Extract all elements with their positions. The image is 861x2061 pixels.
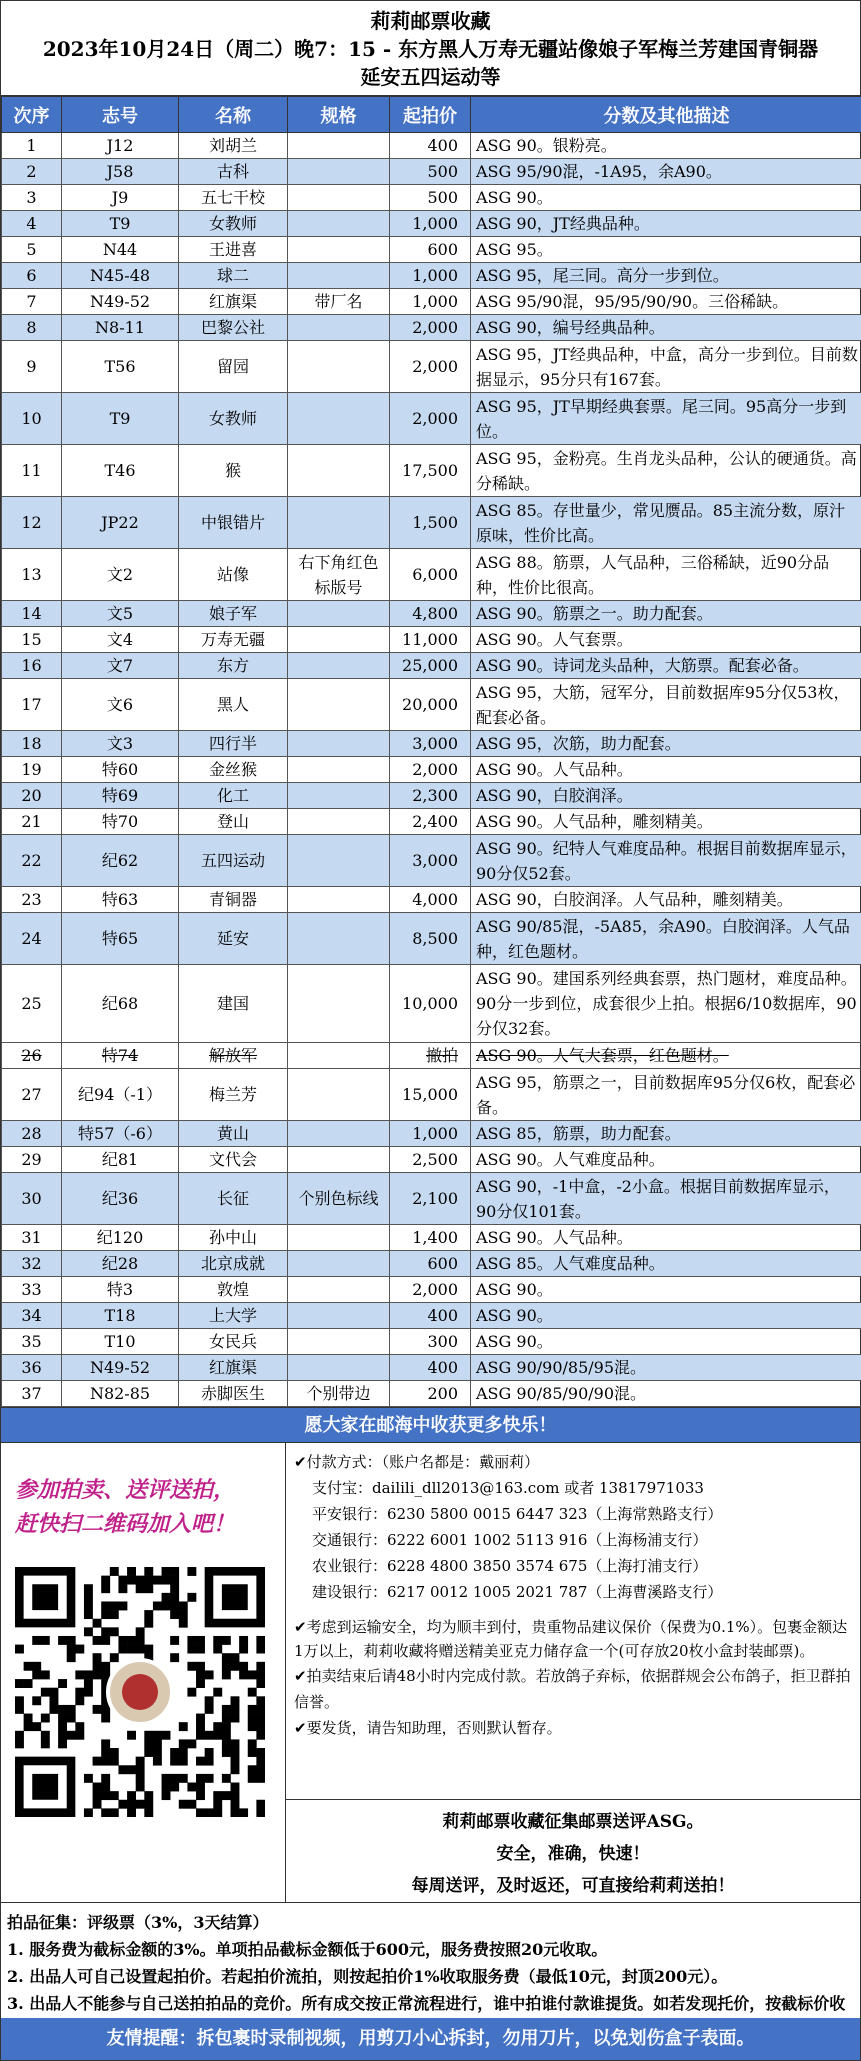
stamp-code: 纪28	[62, 1251, 179, 1277]
stamp-code: 文2	[62, 549, 179, 601]
table-row	[2, 549, 861, 601]
stamp-name: 黑人	[179, 679, 288, 731]
stamp-name: 文代会	[179, 1147, 288, 1173]
stamp-description: ASG 85。人气难度品种。	[471, 1251, 861, 1277]
start-price: 2,000	[390, 757, 471, 783]
table-row	[2, 913, 861, 965]
start-price: 1,000	[390, 211, 471, 237]
lot-number: 29	[2, 1147, 62, 1173]
stamp-name: 上大学	[179, 1303, 288, 1329]
stamp-description: ASG 90。建国系列经典套票，热门题材，难度品种。90分一步到位，成套很少上拍。根据6/10数据库，90分仅32套。	[471, 965, 861, 1043]
stamp-name: 东方	[179, 653, 288, 679]
bank-line: 建设银行：6217 0012 1005 2021 787（上海曹溪路支行）	[312, 1583, 723, 1601]
table-row	[2, 965, 861, 1043]
start-price: 2,500	[390, 1147, 471, 1173]
stamp-code: 纪81	[62, 1147, 179, 1173]
start-price: 1,000	[390, 263, 471, 289]
lot-number: 3	[2, 185, 62, 211]
stamp-name: 刘胡兰	[179, 133, 288, 159]
stamp-code: 文7	[62, 653, 179, 679]
lot-number: 14	[2, 601, 62, 627]
payment-info	[286, 1443, 860, 1800]
stamp-code: 特69	[62, 783, 179, 809]
stamp-code: 文6	[62, 679, 179, 731]
lot-number: 26	[2, 1043, 62, 1069]
table-row	[2, 1381, 861, 1407]
stamp-spec	[288, 783, 390, 809]
stamp-name: 建国	[179, 965, 288, 1043]
auction-title: 2023年10月24日（周二）晚7：15 - 东方黑人万寿无疆站像娘子军梅兰芳建国青铜器	[42, 37, 819, 61]
table-row	[2, 1121, 861, 1147]
lot-number: 9	[2, 341, 62, 393]
stamp-description: ASG 90/85/90/90混。	[471, 1381, 861, 1407]
stamp-spec	[288, 835, 390, 887]
stamp-spec	[288, 1277, 390, 1303]
stamp-name: 梅兰芳	[179, 1069, 288, 1121]
stamp-description: ASG 95，次筋，助力配套。	[471, 731, 861, 757]
col-header-spec: 规格	[288, 97, 390, 133]
rules-title: 拍品征集：评级票（3%，3天结算）	[7, 1913, 269, 1932]
table-row	[2, 887, 861, 913]
stamp-code: T9	[62, 211, 179, 237]
stamp-spec: 个别带边	[288, 1381, 390, 1407]
table-row	[2, 133, 861, 159]
table-row	[2, 1251, 861, 1277]
delivery-note: ✔要发货，请告知助理，否则默认暂存。	[294, 1719, 562, 1737]
stamp-code: T9	[62, 393, 179, 445]
stamp-name: 留园	[179, 341, 288, 393]
lot-number: 25	[2, 965, 62, 1043]
start-price: 6,000	[390, 549, 471, 601]
stamp-code: 特70	[62, 809, 179, 835]
start-price: 10,000	[390, 965, 471, 1043]
start-price: 2,300	[390, 783, 471, 809]
start-price: 4,000	[390, 887, 471, 913]
stamp-name: 敦煌	[179, 1277, 288, 1303]
stamp-spec	[288, 237, 390, 263]
table-row	[2, 237, 861, 263]
stamp-code: 纪120	[62, 1225, 179, 1251]
stamp-code: T18	[62, 1303, 179, 1329]
lot-number: 7	[2, 289, 62, 315]
stamp-code: 文4	[62, 627, 179, 653]
stamp-description: ASG 95，尾三同。高分一步到位。	[471, 263, 861, 289]
table-row	[2, 393, 861, 445]
table-row	[2, 1303, 861, 1329]
start-price: 1,000	[390, 289, 471, 315]
lot-number: 2	[2, 159, 62, 185]
stamp-code: 特65	[62, 913, 179, 965]
promo-line: 安全，准确，快速！	[496, 1844, 650, 1864]
stamp-spec	[288, 1069, 390, 1121]
stamp-description: ASG 95，JT经典品种，中盒，高分一步到位。目前数据显示，95分只有167套。	[471, 341, 861, 393]
stamp-spec	[288, 679, 390, 731]
lot-number: 19	[2, 757, 62, 783]
lot-number: 37	[2, 1381, 62, 1407]
table-row	[2, 1069, 861, 1121]
payment-deadline-note: ✔拍卖结束后请48小时内完成付款。若放鸽子弃标，依据群规会公布鸽子，拒卫群拍信誉。	[294, 1667, 851, 1711]
stamp-spec	[288, 211, 390, 237]
stamp-name: 登山	[179, 809, 288, 835]
lot-number: 32	[2, 1251, 62, 1277]
start-price: 400	[390, 1303, 471, 1329]
col-header-desc: 分数及其他描述	[471, 97, 861, 133]
stamp-description: ASG 90。	[471, 1303, 861, 1329]
qr-code-graphic	[15, 1567, 265, 1817]
table-row	[2, 1147, 861, 1173]
stamp-code: T10	[62, 1329, 179, 1355]
payment-panel	[286, 1443, 860, 1902]
start-price: 500	[390, 185, 471, 211]
lot-number: 17	[2, 679, 62, 731]
lot-number: 21	[2, 809, 62, 835]
stamp-code: 文3	[62, 731, 179, 757]
bank-line: 交通银行：6222 6001 1002 5113 916（上海杨浦支行）	[312, 1531, 708, 1549]
start-price: 撤拍	[390, 1043, 471, 1069]
wish-banner: 愿大家在邮海中收获更多快乐！	[1, 1407, 860, 1443]
table-row	[2, 497, 861, 549]
lot-number: 27	[2, 1069, 62, 1121]
lot-number: 18	[2, 731, 62, 757]
stamp-code: JP22	[62, 497, 179, 549]
stamp-name: 娘子军	[179, 601, 288, 627]
stamp-name: 猴	[179, 445, 288, 497]
col-header-name: 名称	[179, 97, 288, 133]
start-price: 600	[390, 1251, 471, 1277]
stamp-spec	[288, 1147, 390, 1173]
stamp-spec	[288, 965, 390, 1043]
start-price: 2,400	[390, 809, 471, 835]
start-price: 15,000	[390, 1069, 471, 1121]
stamp-description: ASG 88。筋票，人气品种，三俗稀缺，近90分品种，性价比很高。	[471, 549, 861, 601]
stamp-code: 纪94（-1）	[62, 1069, 179, 1121]
lot-number: 22	[2, 835, 62, 887]
lot-number: 11	[2, 445, 62, 497]
stamp-code: N82-85	[62, 1381, 179, 1407]
table-row	[2, 679, 861, 731]
col-header-code: 志号	[62, 97, 179, 133]
stamp-description: ASG 90。人气难度品种。	[471, 1147, 861, 1173]
table-row	[2, 159, 861, 185]
stamp-spec	[288, 887, 390, 913]
lot-table-body	[2, 133, 861, 1407]
stamp-description: ASG 90。	[471, 1329, 861, 1355]
start-price: 400	[390, 133, 471, 159]
stamp-name: 王进喜	[179, 237, 288, 263]
table-header-row	[2, 97, 861, 133]
lot-number: 23	[2, 887, 62, 913]
stamp-name: 赤脚医生	[179, 1381, 288, 1407]
stamp-spec: 右下角红色标版号	[288, 549, 390, 601]
stamp-name: 解放军	[179, 1043, 288, 1069]
stamp-code: 特60	[62, 757, 179, 783]
start-price: 2,000	[390, 393, 471, 445]
stamp-spec	[288, 315, 390, 341]
start-price: 1,000	[390, 1121, 471, 1147]
stamp-name: 四行半	[179, 731, 288, 757]
start-price: 8,500	[390, 913, 471, 965]
stamp-code: N44	[62, 237, 179, 263]
stamp-description: ASG 90，白胶润泽。人气品种，雕刻精美。	[471, 887, 861, 913]
table-row	[2, 1225, 861, 1251]
stamp-name: 化工	[179, 783, 288, 809]
rule-item: 3. 出品人不能参与自己送拍拍品的竞价。所有成交按正常流程进行，谁中拍谁付款谁提货。如若发现托价，按截标价收	[7, 1994, 846, 2013]
alipay-line: 支付宝：dailili_dll2013@163.com 或者 13817971033	[312, 1479, 704, 1497]
stamp-spec	[288, 913, 390, 965]
join-text-2: 赶快扫二维码加入吧！	[15, 1511, 236, 1537]
stamp-name: 孙中山	[179, 1225, 288, 1251]
stamp-spec	[288, 1225, 390, 1251]
stamp-spec	[288, 263, 390, 289]
table-row	[2, 211, 861, 237]
stamp-spec	[288, 1355, 390, 1381]
lot-number: 8	[2, 315, 62, 341]
start-price: 2,000	[390, 341, 471, 393]
stamp-description: ASG 90。纪特人气难度品种。根据目前数据库显示，90分仅52套。	[471, 835, 861, 887]
stamp-spec: 个别色标线	[288, 1173, 390, 1225]
lot-number: 16	[2, 653, 62, 679]
stamp-spec	[288, 757, 390, 783]
lot-number: 5	[2, 237, 62, 263]
stamp-name: 女教师	[179, 393, 288, 445]
stamp-name: 长征	[179, 1173, 288, 1225]
start-price: 3,000	[390, 731, 471, 757]
stamp-spec	[288, 1121, 390, 1147]
join-panel	[1, 1443, 286, 1902]
stamp-description: ASG 90。筋票之一。助力配套。	[471, 601, 861, 627]
auction-subtitle: 延安五四运动等	[360, 65, 501, 89]
stamp-description: ASG 95/90混，95/95/90/90。三俗稀缺。	[471, 289, 861, 315]
title-block	[1, 1, 860, 96]
stamp-code: 特57（-6）	[62, 1121, 179, 1147]
start-price: 25,000	[390, 653, 471, 679]
lot-table	[1, 96, 861, 1407]
stamp-description: ASG 95，大筋，冠军分，目前数据库95分仅53枚，配套必备。	[471, 679, 861, 731]
lot-number: 35	[2, 1329, 62, 1355]
reminder-footer: 友情提醒：拆包裹时录制视频，用剪刀小心拆封，勿用刀片，以免划伤盒子表面。	[1, 2018, 860, 2060]
table-row	[2, 1329, 861, 1355]
stamp-code: J58	[62, 159, 179, 185]
table-row	[2, 315, 861, 341]
start-price: 2,100	[390, 1173, 471, 1225]
rule-item: 1. 服务费为截标金额的3%。单项拍品截标金额低于600元，服务费按照20元收取。	[7, 1940, 608, 1959]
stamp-description: ASG 85。存世量少，常见赝品。85主流分数，原汁原味，性价比高。	[471, 497, 861, 549]
table-row	[2, 809, 861, 835]
start-price: 400	[390, 1355, 471, 1381]
table-row	[2, 445, 861, 497]
lot-number: 24	[2, 913, 62, 965]
lot-number: 12	[2, 497, 62, 549]
table-row	[2, 341, 861, 393]
stamp-description: ASG 90。人气大套票，红色题材。	[471, 1043, 861, 1069]
qr-code-icon[interactable]	[15, 1567, 265, 1817]
lot-number: 13	[2, 549, 62, 601]
lot-number: 28	[2, 1121, 62, 1147]
stamp-code: 纪62	[62, 835, 179, 887]
stamp-name: 北京成就	[179, 1251, 288, 1277]
payment-title: ✔付款方式：（账户名都是：戴丽莉）	[294, 1453, 540, 1471]
promo-line: 每周送评，及时返还，可直接给莉莉送拍！	[411, 1876, 735, 1896]
table-row	[2, 731, 861, 757]
stamp-name: 红旗渠	[179, 1355, 288, 1381]
stamp-name: 红旗渠	[179, 289, 288, 315]
lot-number: 33	[2, 1277, 62, 1303]
lot-number: 31	[2, 1225, 62, 1251]
stamp-description: ASG 90，JT经典品种。	[471, 211, 861, 237]
stamp-code: 纪36	[62, 1173, 179, 1225]
start-price: 11,000	[390, 627, 471, 653]
lot-number: 34	[2, 1303, 62, 1329]
stamp-description: ASG 90。人气品种，雕刻精美。	[471, 809, 861, 835]
table-row	[2, 1043, 861, 1069]
col-header-no: 次序	[2, 97, 62, 133]
stamp-spec	[288, 185, 390, 211]
stamp-description: ASG 90，-1中盒，-2小盒。根据目前数据库显示，90分仅101套。	[471, 1173, 861, 1225]
start-price: 3,000	[390, 835, 471, 887]
stamp-description: ASG 90，白胶润泽。	[471, 783, 861, 809]
table-row	[2, 627, 861, 653]
start-price: 500	[390, 159, 471, 185]
start-price: 2,000	[390, 315, 471, 341]
stamp-spec	[288, 731, 390, 757]
stamp-spec	[288, 497, 390, 549]
lot-number: 6	[2, 263, 62, 289]
stamp-description: ASG 90。	[471, 185, 861, 211]
stamp-name: 五七干校	[179, 185, 288, 211]
promo-line: 莉莉邮票收藏征集邮票送评ASG。	[442, 1812, 704, 1832]
stamp-description: ASG 90。人气品种。	[471, 1225, 861, 1251]
stamp-name: 黄山	[179, 1121, 288, 1147]
rule-item: 2. 出品人可自己设置起拍价。若起拍价流拍，则按起拍价1%收取服务费（最低10元，封顶200元）。	[7, 1967, 728, 1986]
table-row	[2, 783, 861, 809]
start-price: 20,000	[390, 679, 471, 731]
lot-number: 10	[2, 393, 62, 445]
lot-number: 20	[2, 783, 62, 809]
stamp-spec	[288, 1303, 390, 1329]
lot-number: 30	[2, 1173, 62, 1225]
stamp-spec	[288, 601, 390, 627]
stamp-name: 女民兵	[179, 1329, 288, 1355]
table-row	[2, 185, 861, 211]
stamp-code: J12	[62, 133, 179, 159]
start-price: 1,400	[390, 1225, 471, 1251]
stamp-description: ASG 90，编号经典品种。	[471, 315, 861, 341]
bank-line: 平安银行：6230 5800 0015 6447 323（上海常熟路支行）	[312, 1505, 723, 1523]
stamp-code: 特74	[62, 1043, 179, 1069]
stamp-spec	[288, 1329, 390, 1355]
stamp-code: N8-11	[62, 315, 179, 341]
stamp-description: ASG 90。人气品种。	[471, 757, 861, 783]
stamp-spec	[288, 1251, 390, 1277]
stamp-name: 金丝猴	[179, 757, 288, 783]
start-price: 1,500	[390, 497, 471, 549]
stamp-description: ASG 90。银粉亮。	[471, 133, 861, 159]
stamp-description: ASG 90/85混，-5A85，余A90。白胶润泽。人气品种，红色题材。	[471, 913, 861, 965]
stamp-spec	[288, 653, 390, 679]
stamp-code: T56	[62, 341, 179, 393]
stamp-name: 女教师	[179, 211, 288, 237]
table-row	[2, 1277, 861, 1303]
stamp-description: ASG 90。	[471, 1277, 861, 1303]
stamp-spec	[288, 627, 390, 653]
stamp-description: ASG 90。诗词龙头品种，大筋票。配套必备。	[471, 653, 861, 679]
lot-number: 36	[2, 1355, 62, 1381]
table-row	[2, 601, 861, 627]
stamp-code: J9	[62, 185, 179, 211]
lot-number: 4	[2, 211, 62, 237]
stamp-description: ASG 95，JT早期经典套票。尾三同。95高分一步到位。	[471, 393, 861, 445]
table-row	[2, 1355, 861, 1381]
lot-number: 15	[2, 627, 62, 653]
stamp-name: 中银错片	[179, 497, 288, 549]
stamp-name: 青铜器	[179, 887, 288, 913]
stamp-spec	[288, 341, 390, 393]
stamp-code: N45-48	[62, 263, 179, 289]
stamp-spec	[288, 445, 390, 497]
start-price: 17,500	[390, 445, 471, 497]
stamp-description: ASG 95，筋票之一，目前数据库95分仅6枚，配套必备。	[471, 1069, 861, 1121]
stamp-name: 球二	[179, 263, 288, 289]
stamp-name: 巴黎公社	[179, 315, 288, 341]
stamp-code: 文5	[62, 601, 179, 627]
start-price: 4,800	[390, 601, 471, 627]
stamp-spec	[288, 809, 390, 835]
table-row	[2, 653, 861, 679]
stamp-name: 五四运动	[179, 835, 288, 887]
table-row	[2, 263, 861, 289]
stamp-name: 站像	[179, 549, 288, 601]
stamp-code: 特63	[62, 887, 179, 913]
table-row	[2, 835, 861, 887]
stamp-description: ASG 95/90混，-1A95，余A90。	[471, 159, 861, 185]
stamp-spec	[288, 159, 390, 185]
start-price: 2,000	[390, 1277, 471, 1303]
bank-line: 农业银行：6228 4800 3850 3574 675（上海打浦支行）	[312, 1557, 708, 1575]
stamp-description: ASG 95。	[471, 237, 861, 263]
stamp-name: 延安	[179, 913, 288, 965]
join-text-1: 参加拍卖、送评送拍，	[15, 1477, 236, 1503]
stamp-description: ASG 95，金粉亮。生肖龙头品种，公认的硬通货。高分稀缺。	[471, 445, 861, 497]
stamp-code: N49-52	[62, 289, 179, 315]
shop-title: 莉莉邮票收藏	[370, 9, 491, 33]
stamp-spec	[288, 133, 390, 159]
start-price: 300	[390, 1329, 471, 1355]
start-price: 200	[390, 1381, 471, 1407]
info-section	[1, 1443, 860, 1903]
col-header-price: 起拍价	[390, 97, 471, 133]
stamp-spec	[288, 1043, 390, 1069]
stamp-spec	[288, 393, 390, 445]
shipping-note: ✔考虑到运输安全，均为顺丰到付，贵重物品建议保价（保费为0.1%）。包裹金额达1万以上，莉莉收藏将赠送精美亚克力储存盒一个(可存放20枚小盒封装邮票)。	[294, 1618, 848, 1660]
stamp-code: 纪68	[62, 965, 179, 1043]
stamp-description: ASG 90/90/85/95混。	[471, 1355, 861, 1381]
stamp-name: 古科	[179, 159, 288, 185]
stamp-description: ASG 85，筋票，助力配套。	[471, 1121, 861, 1147]
stamp-spec: 带厂名	[288, 289, 390, 315]
stamp-code: T46	[62, 445, 179, 497]
lot-number: 1	[2, 133, 62, 159]
stamp-code: 特3	[62, 1277, 179, 1303]
table-row	[2, 757, 861, 783]
table-row	[2, 1173, 861, 1225]
stamp-description: ASG 90。人气套票。	[471, 627, 861, 653]
stamp-name: 万寿无疆	[179, 627, 288, 653]
stamp-code: N49-52	[62, 1355, 179, 1381]
start-price: 600	[390, 237, 471, 263]
promo-block	[286, 1800, 860, 1902]
table-row	[2, 289, 861, 315]
